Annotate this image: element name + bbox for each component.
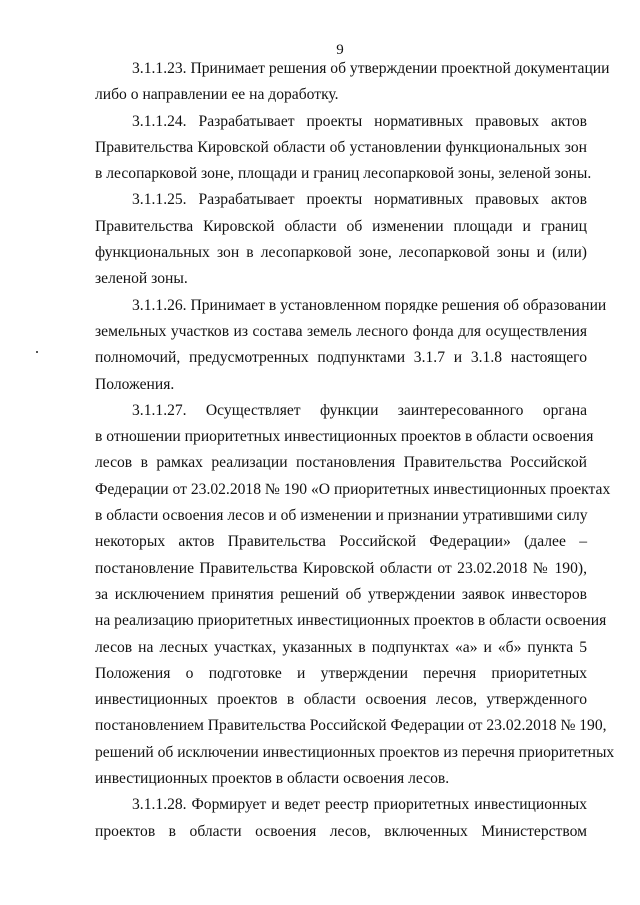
paragraph [95, 187, 587, 292]
text-line: за исключением принятия решений об утверждении заявок инвесторов [95, 585, 587, 603]
text-line: лесов на лесных участках, указанных в подпунктах «а» и «б» пункта 5 [95, 638, 587, 656]
text-line: инвестиционных проектов в области освоения лесов. [95, 770, 450, 788]
document-body [95, 56, 615, 845]
text-line: проектов в области освоения лесов, включенных Министерством [95, 822, 587, 840]
text-line: в области освоения лесов и об изменении и признании утратившими силу [95, 507, 588, 525]
page-number: 9 [336, 42, 344, 58]
text-line: инвестиционных проектов в области освоения лесов, утвержденного [95, 691, 587, 709]
text-line: функциональных зон в лесопарковой зоне, лесопарковой зоны и (или) [95, 244, 587, 262]
text-line: некоторых актов Правительства Российской Федерации» (далее – [95, 533, 587, 551]
text-line: 3.1.1.28. Формирует и ведет реестр приоритетных инвестиционных [132, 796, 587, 814]
text-line: в лесопарковой зоне, площади и границ лесопарковой зоны, зеленой зоны. [95, 165, 592, 183]
text-line: либо о направлении ее на доработку. [95, 86, 339, 104]
text-line: 3.1.1.27. Осуществляет функции заинтересованного органа [132, 401, 587, 419]
text-line: решений об исключении инвестиционных проектов из перечня приоритетных [95, 743, 615, 761]
margin-mark [36, 351, 38, 353]
text-line: Федерации от 23.02.2018 № 190 «О приоритетных инвестиционных проектах [95, 480, 611, 498]
paragraph [95, 109, 592, 188]
paragraph [95, 293, 607, 398]
text-line: Правительства Кировской области об установлении функциональных зон [95, 138, 587, 156]
text-line: земельных участков из состава земель лесного фонда для осуществления [95, 322, 587, 340]
text-line: полномочий, предусмотренных подпунктами 3.1.7 и 3.1.8 настоящего [95, 349, 587, 367]
text-line: Положения. [95, 375, 175, 393]
paragraph [95, 56, 610, 109]
text-line: постановление Правительства Кировской области от 23.02.2018 № 190), [95, 559, 587, 577]
text-line: 3.1.1.23. Принимает решения об утверждении проектной документации [132, 60, 610, 77]
text-line: 3.1.1.26. Принимает в установленном порядке решения об образовании [132, 296, 607, 314]
text-line: в отношении приоритетных инвестиционных проектов в области освоения [95, 428, 594, 446]
text-line: Положения о подготовке и утверждении перечня приоритетных [95, 664, 587, 682]
text-line: постановлением Правительства Российской Федерации от 23.02.2018 № 190, [95, 717, 607, 735]
text-line: лесов в рамках реализации постановления Правительства Российской [95, 454, 587, 472]
text-line: на реализацию приоритетных инвестиционных проектов в области освоения [95, 612, 607, 630]
paragraph [95, 398, 615, 792]
text-line: зеленой зоны. [95, 270, 188, 288]
text-line: 3.1.1.24. Разрабатывает проекты нормативных правовых актов [132, 112, 587, 130]
text-line: 3.1.1.25. Разрабатывает проекты нормативных правовых актов [132, 191, 587, 209]
paragraph [95, 792, 587, 845]
text-line: Правительства Кировской области об изменении площади и границ [95, 217, 587, 235]
